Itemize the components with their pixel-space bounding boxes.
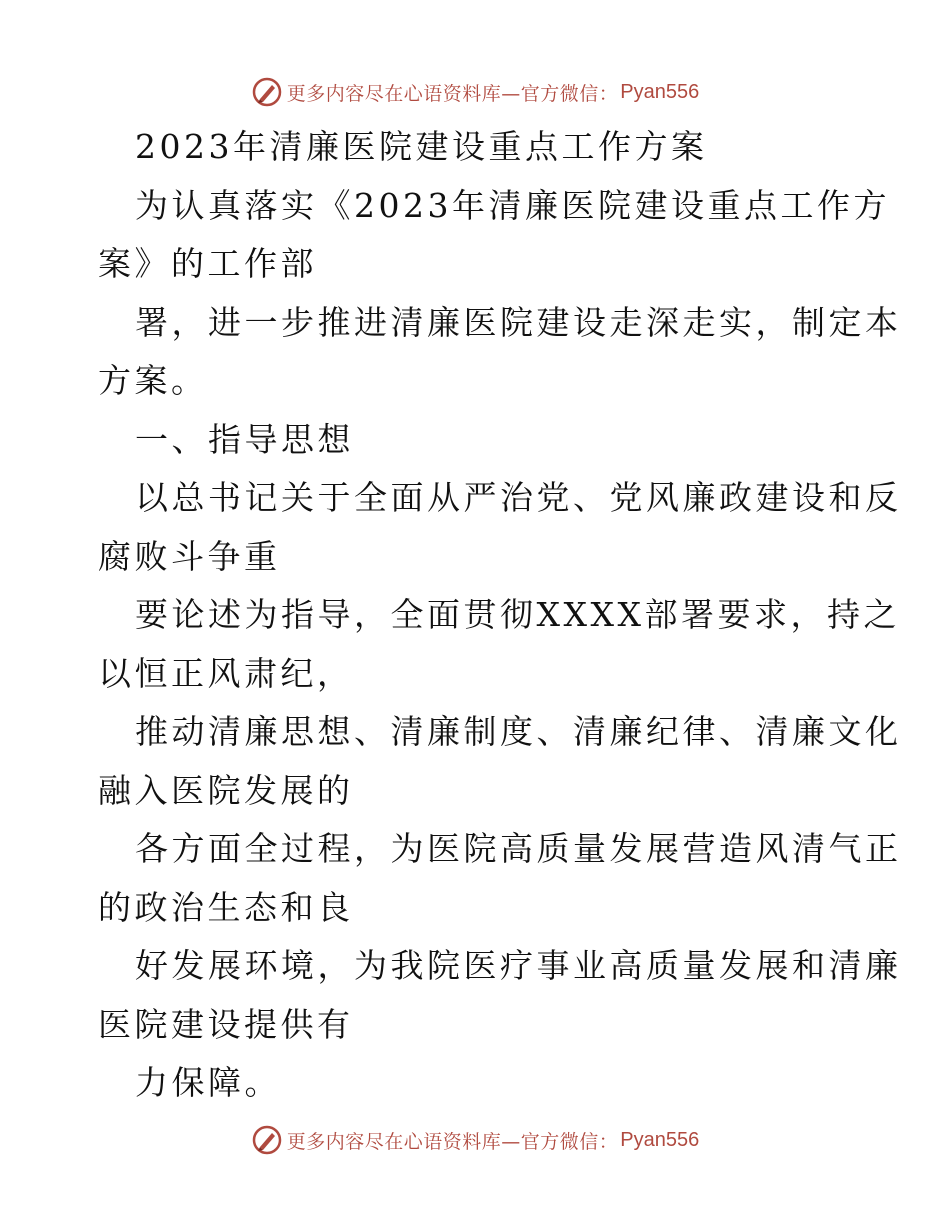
- header-watermark: [0, 72, 950, 112]
- paragraph-line: 推动清廉思想、清廉制度、清廉纪律、清廉文化: [135, 712, 902, 751]
- paragraph-line: 融入医院发展的: [98, 770, 354, 810]
- paragraph-line: 以总书记关于全面从严治党、党风廉政建设和反: [135, 478, 902, 517]
- paragraph-line: 各方面全过程，为医院高质量发展营造风清气正: [135, 829, 902, 868]
- section-heading: 一、指导思想: [135, 419, 354, 459]
- watermark-text: 更多内容尽在心语资料库—官方微信：: [286, 82, 619, 105]
- watermark-text: 更多内容尽在心语资料库—官方微信：: [286, 1130, 619, 1153]
- watermark-wechat-id: Pyan556: [620, 80, 700, 103]
- paragraph-line: 署，进一步推进清廉医院建设走深走实，制定本: [135, 302, 902, 342]
- document-title: 2023年清廉医院建设重点工作方案: [135, 127, 708, 166]
- footer-watermark: [0, 1120, 950, 1160]
- paragraph-line: 要论述为指导，全面贯彻XXXX部署要求，持之: [135, 595, 900, 634]
- paragraph-line: 腐败斗争重: [98, 536, 281, 576]
- paragraph-line: 案》的工作部: [98, 244, 317, 283]
- paragraph-line: 的政治生态和良: [98, 887, 354, 927]
- paragraph-line: 力保障。: [135, 1063, 281, 1102]
- pen-logo-icon: [251, 76, 283, 108]
- paragraph-line: 好发展环境，为我院医疗事业高质量发展和清廉: [135, 946, 902, 985]
- pen-logo-icon: [251, 1124, 283, 1156]
- paragraph-line: 医院建设提供有: [98, 1004, 354, 1044]
- document-body: [98, 118, 902, 1113]
- paragraph-line: 为认真落实《2023年清廉医院建设重点工作方: [135, 185, 890, 225]
- watermark-wechat-id: Pyan556: [620, 1128, 700, 1151]
- paragraph-line: 以恒正风肃纪，: [98, 653, 354, 693]
- paragraph-line: 方案。: [98, 361, 208, 400]
